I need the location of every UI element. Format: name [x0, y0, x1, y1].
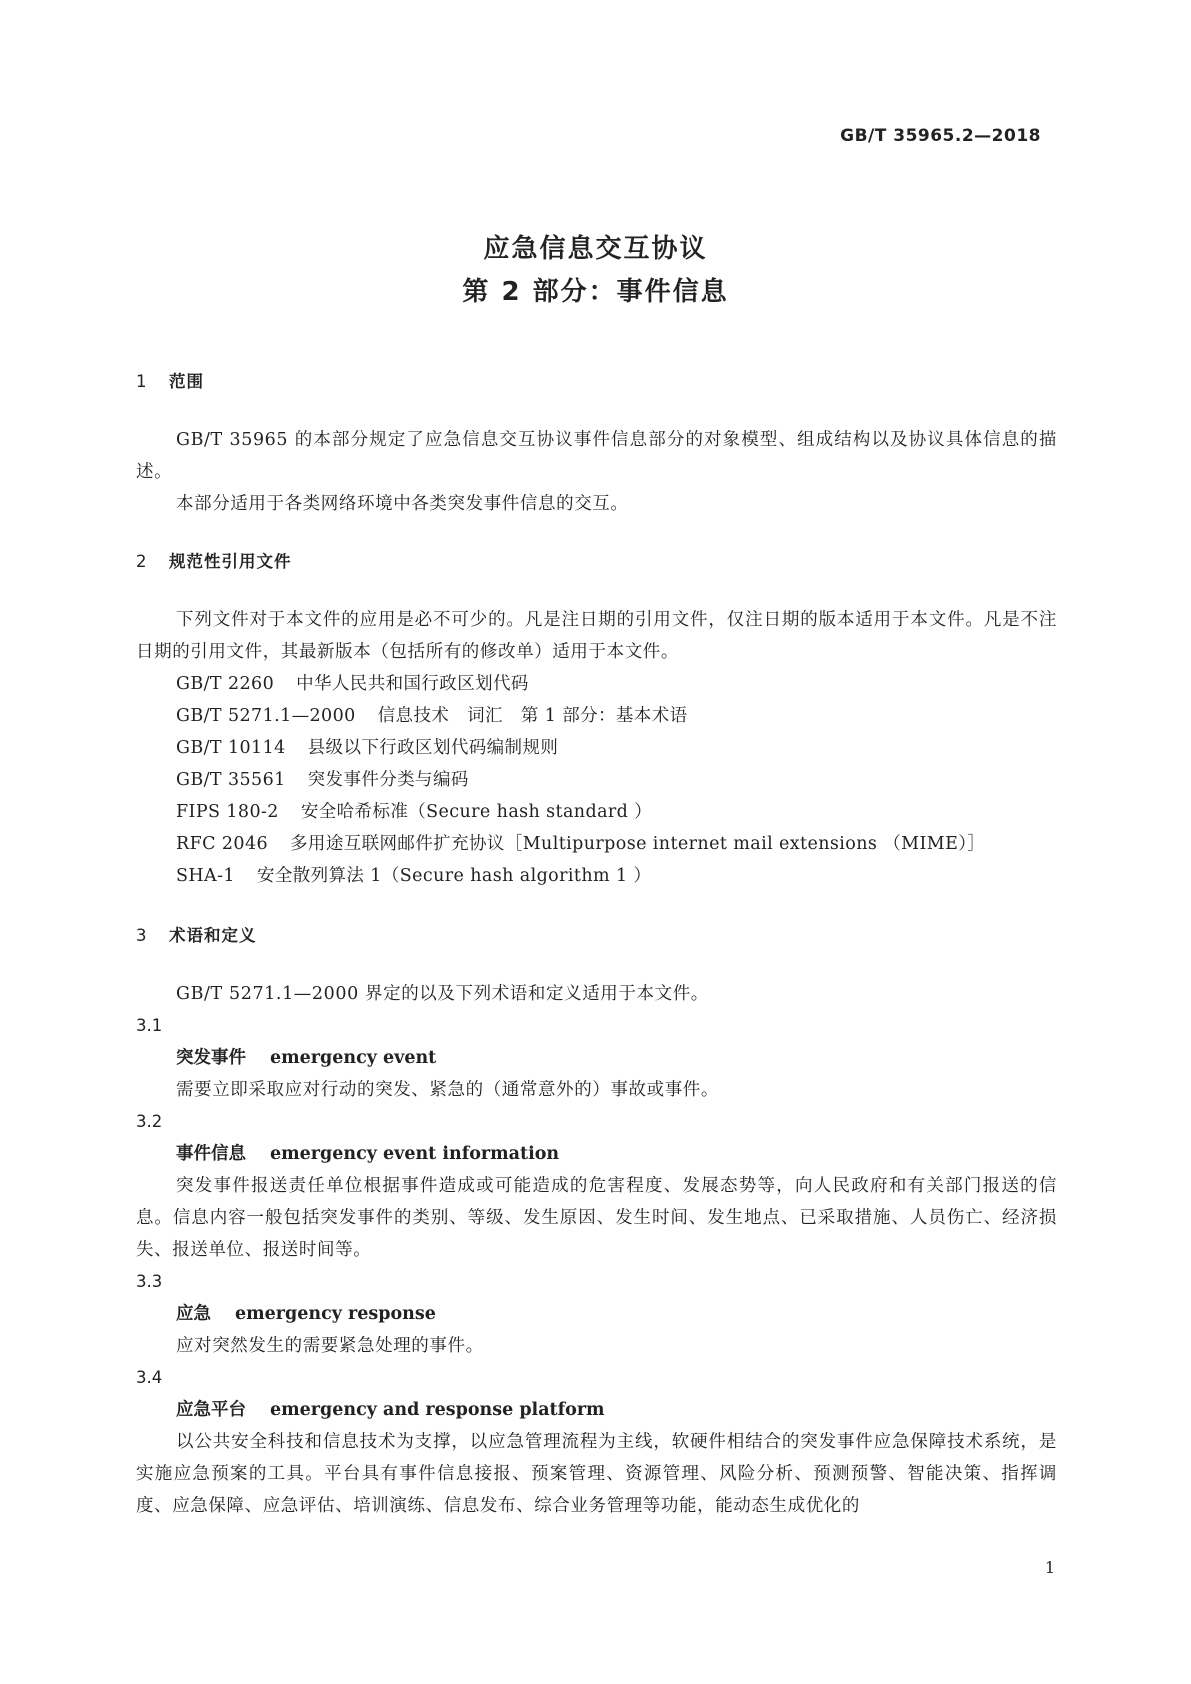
- scope-applicability: 本部分适用于各类网络环境中各类突发事件信息的交互。: [176, 494, 629, 514]
- section-title: 术语和定义: [169, 926, 257, 945]
- reference-item: [136, 668, 1057, 700]
- term-number: 3.1: [136, 1016, 163, 1035]
- term-name-en: emergency and response platform: [270, 1400, 605, 1420]
- term-name: [136, 1394, 1057, 1426]
- reference-code: RFC 2046: [176, 834, 269, 854]
- reference-title: 多用途互联网邮件扩充协议［Multipurpose internet mail extensions （MIME）］: [290, 834, 986, 854]
- term-name: [136, 1298, 1057, 1330]
- term-definition: 突发事件报送责任单位根据事件造成或可能造成的危害程度、发展态势等，向人民政府和有关部门报送的信息。信息内容一般包括突发事件的类别、等级、发生原因、发生时间、发生地点、已采取措施、人员伤亡、经济损失、报送单位、报送时间等。: [136, 1176, 1057, 1260]
- reference-code: SHA-1: [176, 866, 235, 886]
- term-definition: 需要立即采取应对行动的突发、紧急的（通常意外的）事故或事件。: [176, 1080, 719, 1100]
- section-number: 2: [136, 552, 148, 571]
- term-entry: [136, 1362, 1057, 1522]
- reference-title: 中华人民共和国行政区划代码: [296, 674, 529, 694]
- reference-title: 县级以下行政区划代码编制规则: [307, 738, 559, 758]
- document-number: GB/T 35965.2—2018: [840, 126, 1041, 146]
- term-name-zh: 事件信息: [176, 1144, 246, 1164]
- reference-code: GB/T 2260: [176, 674, 275, 694]
- term-definition: 应对突然发生的需要紧急处理的事件。: [176, 1336, 484, 1356]
- section-heading-scope: [136, 366, 1057, 398]
- term-name-en: emergency event: [270, 1048, 437, 1068]
- term-number: 3.4: [136, 1368, 163, 1387]
- term-number: 3.3: [136, 1272, 163, 1291]
- terms-intro: GB/T 5271.1—2000 界定的以及下列术语和定义适用于本文件。: [176, 984, 709, 1004]
- term-name-zh: 应急: [176, 1304, 211, 1324]
- document-body: [136, 366, 1057, 1522]
- reference-title: 安全哈希标准（Secure hash standard ）: [300, 802, 653, 822]
- scope-paragraph: GB/T 35965 的本部分规定了应急信息交互协议事件信息部分的对象模型、组成结构以及协议具体信息的描述。: [136, 430, 1057, 482]
- document-title-line2: 第 2 部分：事件信息: [462, 277, 729, 307]
- section-heading-terms: [136, 920, 1057, 952]
- section-number: 1: [136, 372, 148, 391]
- term-name-zh: 突发事件: [176, 1048, 246, 1068]
- term-entry: [136, 1266, 1057, 1362]
- section-heading-normative-references: [136, 546, 1057, 578]
- reference-item: [136, 700, 1057, 732]
- normative-intro: 下列文件对于本文件的应用是必不可少的。凡是注日期的引用文件，仅注日期的版本适用于本文件。凡是不注日期的引用文件，其最新版本（包括所有的修改单）适用于本文件。: [136, 610, 1057, 662]
- term-name-zh: 应急平台: [176, 1400, 246, 1420]
- reference-list: [136, 668, 1057, 892]
- term-definition: 以公共安全科技和信息技术为支撑，以应急管理流程为主线，软硬件相结合的突发事件应急保障技术系统，是实施应急预案的工具。平台具有事件信息接报、预案管理、资源管理、风险分析、预测预警、智能决策、指挥调度、应急保障、应急评估、培训演练、信息发布、综合业务管理等功能，能动态生成优化的: [136, 1432, 1057, 1516]
- reference-item: [136, 828, 1057, 860]
- reference-item: [136, 732, 1057, 764]
- reference-title: 信息技术 词汇 第 1 部分：基本术语: [377, 706, 688, 726]
- term-entry: [136, 1106, 1057, 1266]
- reference-item: [136, 796, 1057, 828]
- section-number: 3: [136, 926, 148, 945]
- term-entry: [136, 1010, 1057, 1106]
- reference-code: GB/T 10114: [176, 738, 286, 758]
- reference-title: 安全散列算法 1（Secure hash algorithm 1 ）: [256, 866, 652, 886]
- term-name: [136, 1138, 1057, 1170]
- reference-item: [136, 764, 1057, 796]
- reference-item: [136, 860, 1057, 892]
- reference-title: 突发事件分类与编码: [307, 770, 469, 790]
- term-name-en: emergency response: [235, 1304, 436, 1324]
- section-title: 范围: [169, 372, 204, 391]
- term-name-en: emergency event information: [270, 1144, 560, 1164]
- term-number: 3.2: [136, 1112, 163, 1131]
- reference-code: GB/T 35561: [176, 770, 286, 790]
- section-title: 规范性引用文件: [169, 552, 292, 571]
- reference-code: GB/T 5271.1—2000: [176, 706, 356, 726]
- page-number: 1: [1044, 1558, 1055, 1577]
- document-title-line1: 应急信息交互协议: [483, 234, 708, 264]
- term-name: [136, 1042, 1057, 1074]
- reference-code: FIPS 180-2: [176, 802, 279, 822]
